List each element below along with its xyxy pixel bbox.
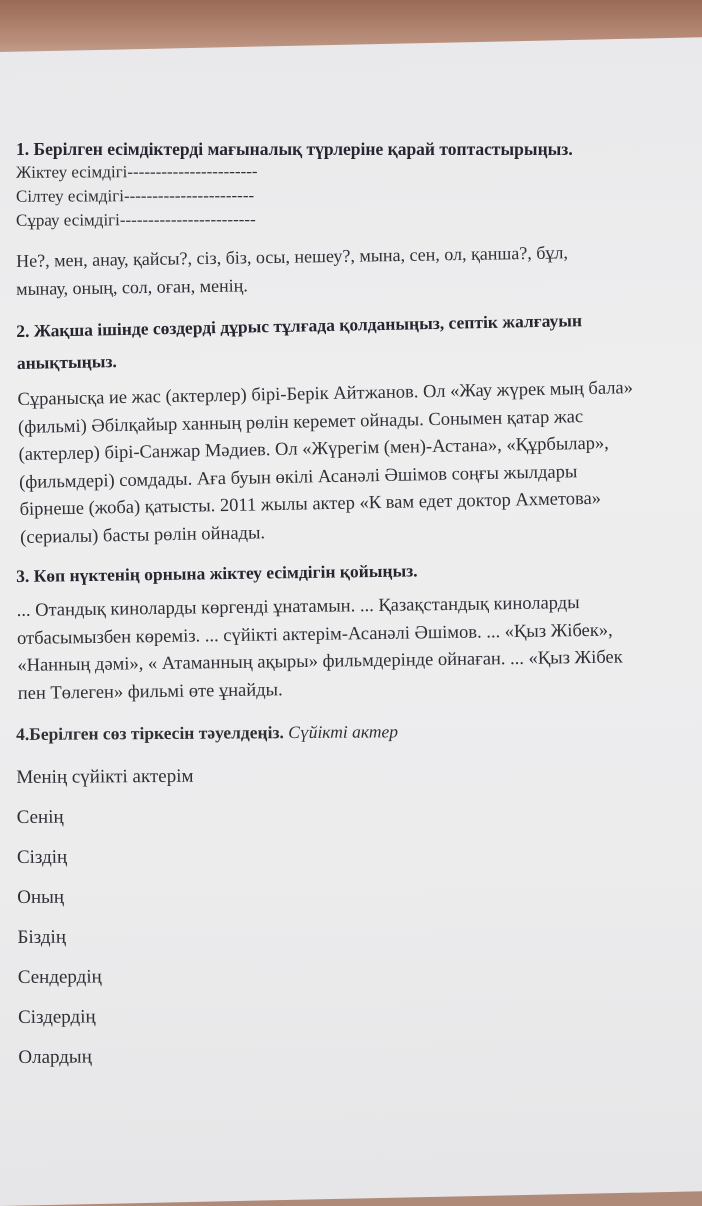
task1-row-interrogative: Сұрау есімдігі------------------------ (15, 209, 256, 230)
task4-title-text: 4.Берілген сөз тіркесін тәуелдеңіз. (16, 722, 284, 744)
task1-row-demonstrative: Сілтеу есімдігі----------------------- (15, 185, 255, 206)
task1-title: 1. Берілген есімдіктерді мағыналық түрлеріне қарай топтастырыңыз. (16, 139, 573, 159)
worksheet-content (16, 138, 702, 1069)
task2-text-line4: (фильмдері) сомдады. Аға буын өкілі Асанәлі Әшімов соңғы жылдары (18, 461, 578, 493)
task1-pronoun-list-line2: мынау, оның, сол, оған, менің. (16, 275, 248, 299)
task1-row-personal: Жіктеу есімдігі----------------------- (15, 161, 258, 182)
task4-row-onyn: Оның (17, 886, 65, 908)
task2-title-line2: анықтыңыз. (16, 351, 117, 373)
task2-title-line1: 2. Жақша ішінде сөздерді дұрыс тұлғада қолданыңыз, септік жалғауын (16, 310, 583, 341)
task2-text-line1: Сұраныcқа ие жас (актерлер) бірі-Берік Айтжанов. Ол «Жау жүрек мың бала» (17, 378, 634, 410)
task2-text-line2: (фильмі) Әбілқайыр ханның рөлін керемет ойнады. Сонымен қатар жас (17, 406, 584, 438)
task3-block (16, 555, 702, 707)
task2-text-line3: (актерлер) бірі-Санжар Мәдиев. Ол «Жүрегім (мен)-Астана», «Құрбылар», (18, 433, 610, 465)
task2-block (16, 307, 702, 551)
task2-text-line5: бірнеше (жоба) қатысты. 2011 жылы актер «К вам едет доктор Ахметова» (19, 488, 602, 520)
task3-text-line3: «Нанның дәмі», « Атаманның ақыры» фильмдерінде ойнаған. ... «Қыз Жібек (17, 647, 623, 676)
task4-block (16, 718, 702, 1069)
task4-row-senderdin: Сендердің (17, 966, 102, 988)
task3-text-line1: ... Отандық киноларды көргенді ұнатамын. ... Қазақстандық киноларды (16, 593, 580, 621)
task4-row-menin: Менің сүйікті актерім (16, 765, 194, 788)
task4-row-olardyn: Олардың (18, 1046, 92, 1068)
task2-text-line6: (сериалы) басты рөлін ойнады. (19, 522, 266, 548)
task3-text-line2: отбасымызбен көреміз. ... сүйікті актерім-Асанәлі Әшімов. ... «Қыз Жібек», (16, 620, 613, 649)
task3-text-line4: пен Төлеген» фильмі өте ұнайды. (17, 679, 283, 704)
task4-row-sizderdin: Сіздердің (17, 1006, 96, 1028)
task4-row-senin: Сенің (16, 806, 64, 828)
task4-row-bizdin: Біздің (17, 926, 67, 948)
task4-row-sizdin: Сіздің (16, 846, 68, 868)
task1-pronoun-list-line1: Не?, мен, анау, қайсы?, сіз, біз, осы, нешеу?, мына, сен, ол, қанша?, бұл, (16, 242, 569, 271)
task4-phrase: Сүйікті актер (288, 721, 399, 743)
task4-title (16, 718, 702, 745)
task3-title: 3. Көп нүктенің орнына жіктеу есімдігін қойыңыз. (16, 560, 418, 586)
